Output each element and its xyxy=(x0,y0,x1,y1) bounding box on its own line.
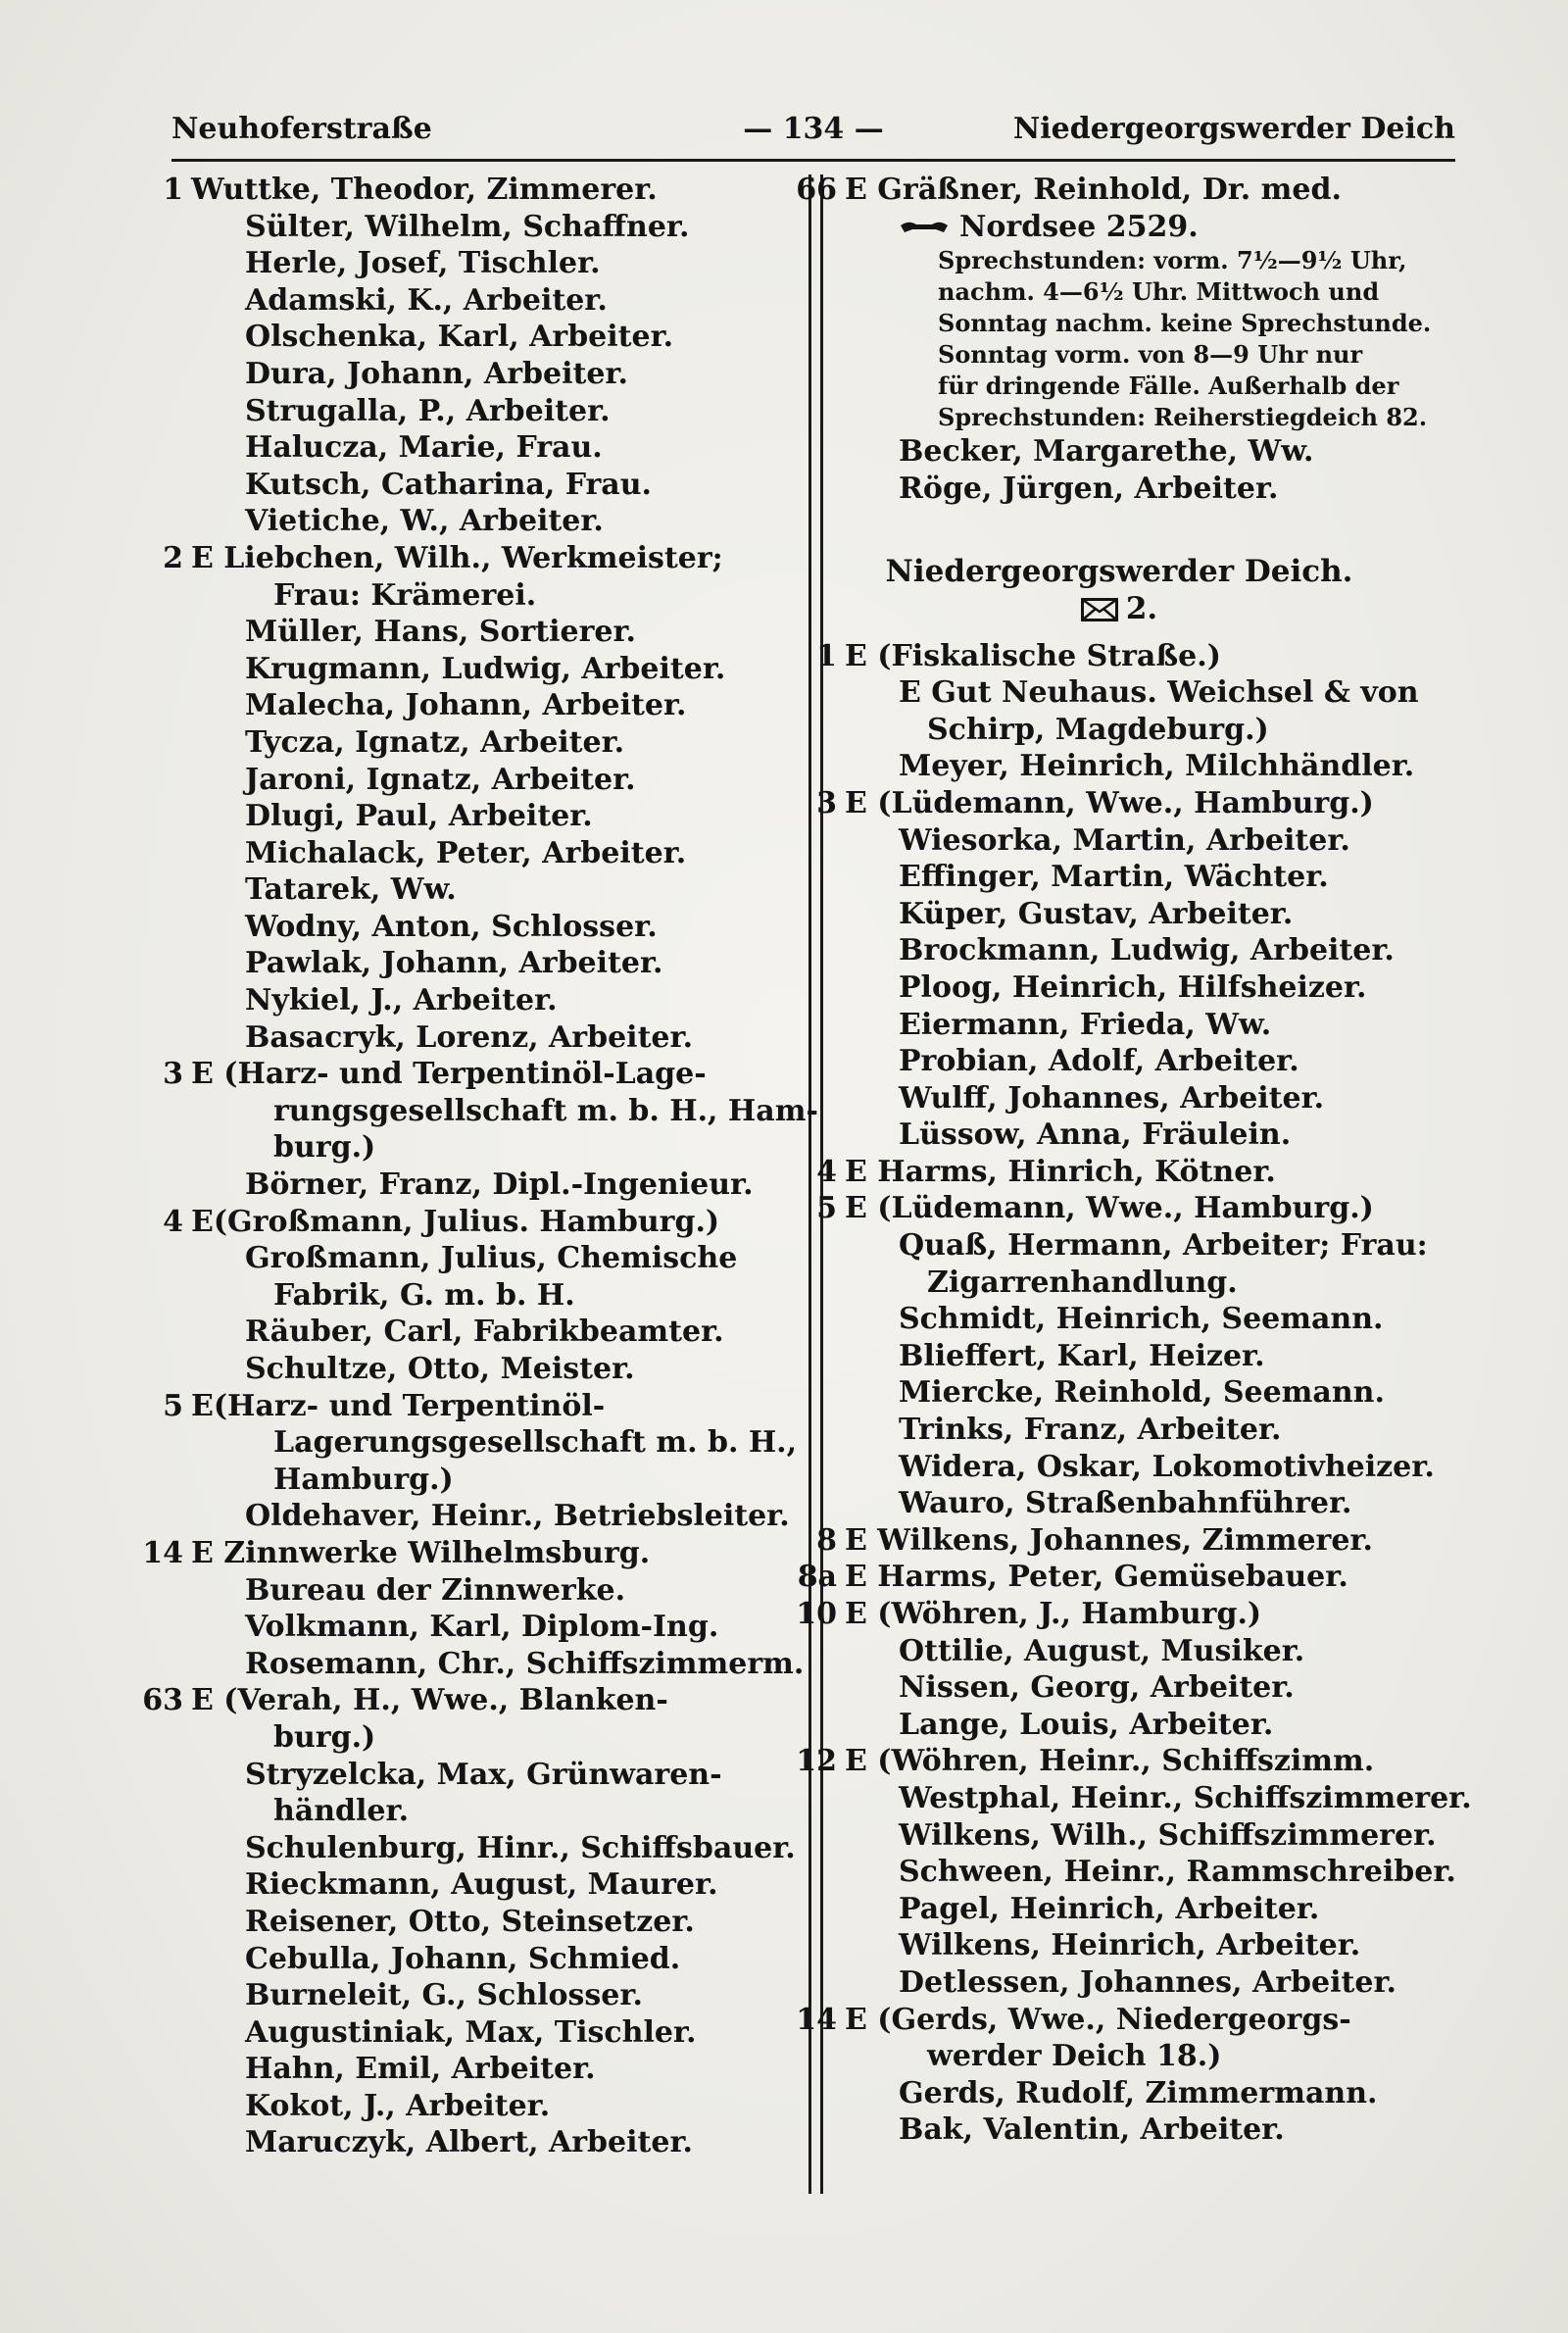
directory-entry xyxy=(191,1462,799,1499)
entry-text: E (Lüdemann, Wwe., Hamburg.) xyxy=(845,785,1374,820)
directory-entry xyxy=(191,1977,799,2014)
entry-text: Großmann, Julius, Chemische xyxy=(245,1241,738,1276)
office-hours-text: Sonntag nachm. keine Sprechstunde. xyxy=(938,309,1432,338)
directory-entry xyxy=(845,1669,1472,1707)
directory-entry xyxy=(816,638,1472,675)
directory-entry xyxy=(191,762,799,799)
directory-entry xyxy=(191,1866,799,1904)
entry-text: Lüssow, Anna, Fräulein. xyxy=(899,1117,1292,1153)
directory-entry xyxy=(845,822,1472,860)
entry-text: E (Fiskalische Straße.) xyxy=(845,638,1221,673)
directory-entry xyxy=(845,2111,1472,2149)
entry-text: Halucza, Marie, Frau. xyxy=(245,430,603,466)
directory-entry xyxy=(163,172,799,209)
directory-entry xyxy=(191,503,799,540)
directory-entry xyxy=(845,1854,1472,1891)
directory-entry xyxy=(191,982,799,1019)
directory-entry xyxy=(845,1338,1472,1375)
page-header xyxy=(172,106,1455,155)
directory-entry xyxy=(191,1093,818,1130)
entry-text: Tycza, Ignatz, Arbeiter. xyxy=(245,724,625,760)
entry-text: Blieffert, Karl, Heizer. xyxy=(899,1338,1265,1373)
directory-entry xyxy=(163,1056,799,1093)
directory-entry xyxy=(845,1043,1472,1080)
directory-entry xyxy=(191,393,799,430)
directory-entry xyxy=(191,1719,799,1757)
office-hours-line xyxy=(845,276,1472,308)
entry-text: Wuttke, Theodor, Zimmerer. xyxy=(191,173,658,207)
entry-text: Brockmann, Ludwig, Arbeiter. xyxy=(899,933,1395,968)
directory-entry xyxy=(816,785,1472,822)
house-number: 4 xyxy=(163,1204,183,1239)
directory-entry xyxy=(845,1927,1472,1964)
directory-entry xyxy=(845,1117,1472,1154)
directory-entry xyxy=(191,614,799,651)
directory-entry xyxy=(163,1388,799,1425)
entry-text: Schmidt, Heinrich, Seemann. xyxy=(899,1302,1384,1337)
directory-entry xyxy=(845,2075,1472,2112)
entry-text: E Zinnwerke Wilhelmsburg. xyxy=(191,1535,651,1570)
directory-entry xyxy=(797,1559,1472,1596)
entry-text: Miercke, Reinhold, Seemann. xyxy=(899,1375,1385,1411)
office-hours-text: Sprechstunden: Reiherstiegdeich 82. xyxy=(938,403,1428,432)
directory-entry xyxy=(191,1830,799,1867)
entry-text: Vietiche, W., Arbeiter. xyxy=(245,504,604,539)
entry-text: E(Großmann, Julius. Hamburg.) xyxy=(191,1204,720,1239)
entry-text: E (Gerds, Wwe., Niedergeorgs- xyxy=(845,2002,1351,2037)
house-number: 8a xyxy=(797,1560,837,1595)
entry-text: Hamburg.) xyxy=(273,1462,454,1497)
house-number: 3 xyxy=(163,1057,183,1092)
entry-text: Fabrik, G. m. b. H. xyxy=(273,1277,575,1313)
entry-text: Krugmann, Ludwig, Arbeiter. xyxy=(245,651,726,686)
entry-text: Sülter, Wilhelm, Schaffner. xyxy=(245,209,690,244)
entry-text: E Harms, Peter, Gemüsebauer. xyxy=(845,1560,1348,1595)
directory-entry xyxy=(191,1793,799,1830)
entry-text: Börner, Franz, Dipl.-Ingenieur. xyxy=(245,1167,754,1203)
phone-number: Nordsee 2529. xyxy=(959,209,1199,244)
directory-entry xyxy=(191,356,799,393)
entry-text: Eiermann, Frieda, Ww. xyxy=(899,1007,1272,1042)
house-number: 5 xyxy=(163,1388,183,1423)
entry-text: Kutsch, Catharina, Frau. xyxy=(245,467,652,502)
house-number: 12 xyxy=(796,1744,837,1779)
house-number: 2 xyxy=(163,540,183,575)
entry-text: Augustiniak, Max, Tischler. xyxy=(245,2014,697,2050)
entry-text: Wiesorka, Martin, Arbeiter. xyxy=(899,822,1350,858)
directory-entry xyxy=(816,1522,1472,1560)
directory-entry xyxy=(845,1007,1472,1044)
page-number: — 134 — xyxy=(743,112,884,146)
directory-entry xyxy=(845,1633,1472,1670)
directory-entry xyxy=(191,1314,799,1351)
directory-entry xyxy=(845,969,1472,1007)
postal-district-label xyxy=(845,591,1394,628)
directory-entry xyxy=(845,1891,1472,1928)
entry-text: Wilkens, Wilh., Schiffszimmerer. xyxy=(899,1817,1437,1853)
directory-entry xyxy=(845,896,1472,933)
directory-entry xyxy=(796,1743,1472,1780)
entry-text: Meyer, Heinrich, Milchhändler. xyxy=(899,749,1415,784)
directory-entry xyxy=(191,319,799,356)
house-number: 1 xyxy=(816,638,837,673)
directory-entry xyxy=(191,1498,799,1535)
entry-text: Becker, Margarethe, Ww. xyxy=(899,434,1314,470)
house-number: 14 xyxy=(142,1535,183,1570)
directory-entry xyxy=(845,1412,1472,1449)
directory-entry xyxy=(191,798,799,835)
house-number: 3 xyxy=(816,785,837,820)
entry-text: Michalack, Peter, Arbeiter. xyxy=(245,835,687,870)
directory-entry xyxy=(191,577,799,615)
entry-text: Ottilie, August, Musiker. xyxy=(899,1633,1305,1668)
entry-text: Strugalla, P., Arbeiter. xyxy=(245,393,611,428)
directory-entry xyxy=(191,245,799,282)
directory-entry xyxy=(845,1265,1472,1302)
office-hours-line xyxy=(845,402,1472,433)
office-hours-text: Sonntag vorm. von 8—9 Uhr nur xyxy=(938,340,1363,370)
directory-entry xyxy=(845,1817,1472,1855)
entry-text: Wauro, Straßenbahnführer. xyxy=(899,1486,1352,1521)
directory-entry xyxy=(191,2124,799,2161)
directory-entry xyxy=(191,1572,799,1610)
entry-text: Olschenka, Karl, Arbeiter. xyxy=(245,320,674,355)
directory-entry xyxy=(191,1941,799,1978)
office-hours-text: nachm. 4—6½ Uhr. Mittwoch und xyxy=(938,277,1380,307)
section-spacer xyxy=(845,507,1472,554)
directory-entry xyxy=(845,471,1472,508)
directory-entry xyxy=(845,1964,1472,2002)
entry-text: E Gut Neuhaus. Weichsel & von xyxy=(899,675,1419,711)
directory-entry xyxy=(142,1682,799,1719)
entry-text: Räuber, Carl, Fabrikbeamter. xyxy=(245,1315,724,1350)
directory-entry xyxy=(796,172,1472,209)
house-number: 10 xyxy=(796,1597,837,1631)
office-hours-line xyxy=(845,308,1472,339)
office-hours-text: Sprechstunden: vorm. 7½—9½ Uhr, xyxy=(938,246,1407,275)
office-hours-text: für dringende Fälle. Außerhalb der xyxy=(938,372,1399,401)
directory-entry xyxy=(191,2014,799,2052)
entry-text: burg.) xyxy=(273,1719,376,1755)
entry-text: Tatarek, Ww. xyxy=(245,872,457,908)
directory-entry xyxy=(845,712,1472,749)
directory-entry xyxy=(191,871,799,909)
entry-text: Dlugi, Paul, Arbeiter. xyxy=(245,799,593,834)
directory-entry xyxy=(845,1301,1472,1338)
entry-text: Stryzelcka, Max, Grünwaren- xyxy=(245,1757,722,1792)
entry-text: Wulff, Johannes, Arbeiter. xyxy=(899,1080,1325,1116)
directory-entry xyxy=(845,1707,1472,1744)
directory-entry xyxy=(191,687,799,724)
directory-entry xyxy=(845,433,1472,471)
house-number: 66 xyxy=(796,173,837,207)
right-column xyxy=(796,172,1472,2149)
house-number: 8 xyxy=(816,1522,837,1558)
entry-text: Zigarrenhandlung. xyxy=(927,1265,1238,1300)
directory-entry xyxy=(191,2088,799,2125)
header-rule xyxy=(172,159,1455,162)
entry-text: Widera, Oskar, Lokomotivheizer. xyxy=(899,1449,1435,1484)
directory-entry xyxy=(191,1646,805,1683)
entry-text: E(Harz- und Terpentinöl- xyxy=(191,1388,606,1423)
postal-number: 2. xyxy=(1125,590,1158,626)
directory-entry xyxy=(191,467,799,504)
directory-entry xyxy=(191,429,799,467)
directory-entry xyxy=(191,2051,799,2088)
entry-text: Schulenburg, Hinr., Schiffsbauer. xyxy=(245,1830,796,1865)
directory-entry xyxy=(845,1780,1472,1817)
directory-entry xyxy=(191,1757,799,1794)
street-heading xyxy=(845,554,1472,591)
directory-entry xyxy=(845,859,1472,896)
entry-text: Maruczyk, Albert, Arbeiter. xyxy=(245,2125,693,2160)
directory-entry xyxy=(191,909,799,946)
house-number: 1 xyxy=(163,173,183,207)
entry-text: Pagel, Heinrich, Arbeiter. xyxy=(899,1891,1320,1926)
entry-text: Herle, Josef, Tischler. xyxy=(245,246,601,281)
entry-text: Wodny, Anton, Schlosser. xyxy=(245,909,658,944)
directory-entry xyxy=(191,1904,799,1941)
entry-text: Oldehaver, Heinr., Betriebsleiter. xyxy=(245,1499,790,1534)
entry-text: händler. xyxy=(273,1794,410,1829)
entry-text: Gerds, Rudolf, Zimmermann. xyxy=(899,2075,1378,2110)
directory-entry xyxy=(816,1190,1472,1227)
entry-text xyxy=(899,209,1199,246)
header-left-street: Neuhoferstraße xyxy=(172,112,432,146)
directory-entry xyxy=(845,1080,1472,1117)
entry-text: Trinks, Franz, Arbeiter. xyxy=(899,1413,1282,1448)
directory-entry xyxy=(191,1424,799,1462)
entry-text: Malecha, Johann, Arbeiter. xyxy=(245,688,687,723)
house-number: 4 xyxy=(816,1154,837,1189)
entry-text: Lange, Louis, Arbeiter. xyxy=(899,1707,1274,1742)
directory-entry xyxy=(191,835,799,872)
entry-text: E (Harz- und Terpentinöl-Lage- xyxy=(191,1057,707,1092)
directory-entry xyxy=(816,1154,1472,1191)
directory-entry xyxy=(163,1204,799,1241)
directory-entry xyxy=(845,2038,1472,2075)
entry-text: Burneleit, G., Schlosser. xyxy=(245,1978,643,2013)
entry-text: Lagerungsgesellschaft m. b. H., xyxy=(273,1425,798,1461)
directory-entry xyxy=(191,282,799,320)
house-number: 5 xyxy=(816,1191,837,1226)
entry-text: Probian, Adolf, Arbeiter. xyxy=(899,1044,1299,1079)
entry-text: Reisener, Otto, Steinsetzer. xyxy=(245,1904,695,1939)
office-hours-line xyxy=(845,245,1472,276)
entry-text: Volkmann, Karl, Diplom-Ing. xyxy=(245,1610,719,1645)
entry-text: Dura, Johann, Arbeiter. xyxy=(245,356,628,391)
entry-text: Adamski, K., Arbeiter. xyxy=(245,282,608,318)
entry-text: werder Deich 18.) xyxy=(927,2039,1222,2074)
telephone-icon xyxy=(899,220,950,237)
entry-text: Schultze, Otto, Meister. xyxy=(245,1352,635,1386)
envelope-icon xyxy=(1081,598,1118,621)
header-right-street: Niedergeorgswerder Deich xyxy=(1012,112,1455,146)
entry-text: E Harms, Hinrich, Kötner. xyxy=(845,1154,1276,1189)
directory-entry xyxy=(191,1129,799,1166)
directory-entry xyxy=(796,2002,1472,2039)
directory-entry xyxy=(191,651,799,688)
directory-entry xyxy=(845,1449,1472,1486)
directory-entry xyxy=(845,209,1472,246)
entry-text: Hahn, Emil, Arbeiter. xyxy=(245,2052,596,2087)
directory-entry xyxy=(796,1596,1472,1633)
entry-text: Westphal, Heinr., Schiffszimmerer. xyxy=(899,1780,1472,1815)
entry-text: E Gräßner, Reinhold, Dr. med. xyxy=(845,173,1342,207)
directory-entry xyxy=(845,748,1472,785)
entry-text: E (Verah, H., Wwe., Blanken- xyxy=(191,1683,668,1718)
directory-entry xyxy=(191,945,799,982)
entry-text: E Wilkens, Johannes, Zimmerer. xyxy=(845,1522,1373,1558)
entry-text: Bureau der Zinnwerke. xyxy=(245,1572,626,1608)
directory-entry xyxy=(845,1374,1472,1412)
entry-text: E (Wöhren, J., Hamburg.) xyxy=(845,1597,1262,1631)
office-hours-line xyxy=(845,339,1472,371)
entry-text: Ploog, Heinrich, Hilfsheizer. xyxy=(899,969,1367,1005)
directory-entry xyxy=(191,724,799,762)
entry-text: Quaß, Hermann, Arbeiter; Frau: xyxy=(899,1228,1428,1264)
directory-entry xyxy=(191,209,799,246)
entry-text: Bak, Valentin, Arbeiter. xyxy=(899,2112,1285,2148)
entry-text: E (Lüdemann, Wwe., Hamburg.) xyxy=(845,1191,1374,1226)
entry-text: E Liebchen, Wilh., Werkmeister; xyxy=(191,540,723,575)
entry-text: Röge, Jürgen, Arbeiter. xyxy=(899,471,1279,506)
entry-text: burg.) xyxy=(273,1130,376,1166)
entry-text: rungsgesellschaft m. b. H., Ham- xyxy=(273,1093,818,1128)
entry-text: E (Wöhren, Heinr., Schiffszimm. xyxy=(845,1744,1375,1779)
entry-text: Cebulla, Johann, Schmied. xyxy=(245,1941,681,1976)
entry-text: Müller, Hans, Sortierer. xyxy=(245,615,636,650)
entry-text: Kokot, J., Arbeiter. xyxy=(245,2088,551,2123)
directory-entry xyxy=(845,674,1472,712)
street-heading-title: Niedergeorgswerder Deich. xyxy=(885,554,1353,590)
directory-entry xyxy=(191,1277,799,1315)
directory-entry xyxy=(845,932,1472,969)
entry-text: Schween, Heinr., Rammschreiber. xyxy=(899,1855,1456,1890)
entry-text: Detlessen, Johannes, Arbeiter. xyxy=(899,1964,1396,2000)
section-spacer xyxy=(845,628,1472,638)
directory-entry xyxy=(191,1166,799,1204)
directory-entry xyxy=(163,540,799,577)
directory-entry xyxy=(191,1351,799,1388)
directory-entry xyxy=(142,1535,799,1572)
directory-entry xyxy=(845,1485,1472,1522)
entry-text: Rosemann, Chr., Schiffszimmerm. xyxy=(245,1646,805,1681)
entry-text: Rieckmann, August, Maurer. xyxy=(245,1867,718,1903)
entry-text: Pawlak, Johann, Arbeiter. xyxy=(245,946,663,981)
entry-text: Schirp, Magdeburg.) xyxy=(927,712,1269,747)
directory-entry xyxy=(845,1227,1472,1265)
entry-text: Basacryk, Lorenz, Arbeiter. xyxy=(245,1019,694,1055)
directory-entry xyxy=(191,1609,799,1646)
entry-text: Nykiel, J., Arbeiter. xyxy=(245,983,558,1018)
entry-text: Jaroni, Ignatz, Arbeiter. xyxy=(245,762,636,797)
directory-entry xyxy=(191,1019,799,1057)
directory-entry xyxy=(191,1240,799,1277)
entry-text: Nissen, Georg, Arbeiter. xyxy=(899,1670,1295,1706)
house-number: 63 xyxy=(142,1683,183,1718)
entry-text: Wilkens, Heinrich, Arbeiter. xyxy=(899,1928,1361,1963)
postal-district xyxy=(845,591,1472,628)
entry-text: Frau: Krämerei. xyxy=(273,577,537,613)
house-number: 14 xyxy=(796,2002,837,2037)
office-hours-line xyxy=(845,371,1472,402)
entry-text: Küper, Gustav, Arbeiter. xyxy=(899,896,1294,931)
entry-text: Effinger, Martin, Wächter. xyxy=(899,860,1329,895)
